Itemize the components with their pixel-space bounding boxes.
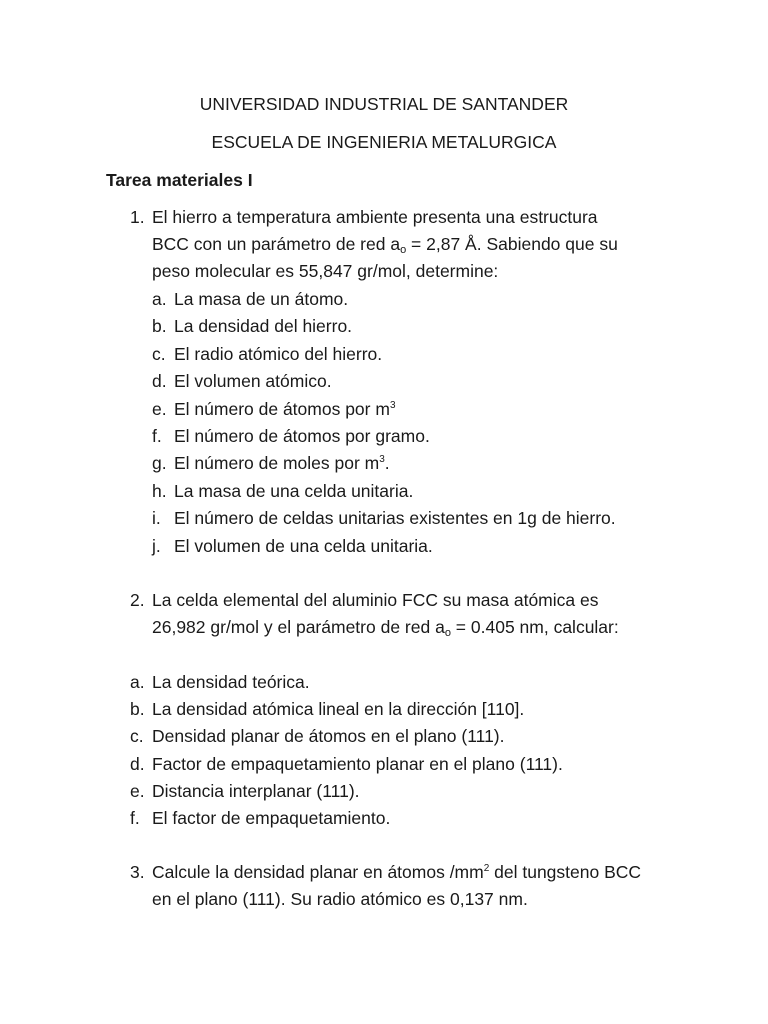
question-1-line-1: El hierro a temperatura ambiente presenta una estructura — [152, 207, 598, 227]
assignment-title: Tarea materiales I — [106, 170, 253, 190]
list-item: La densidad del hierro. — [174, 316, 353, 337]
list-item: El número de moles por $m^3$. — [174, 453, 390, 474]
question-3-number: 3. — [130, 862, 145, 882]
list-item-letter: e. — [130, 780, 145, 801]
list-item: El factor de empaquetamiento. — [152, 808, 391, 828]
list-item-letter: d. — [152, 371, 167, 392]
list-item-letter: c. — [130, 726, 144, 747]
list-item-letter: e. — [152, 398, 167, 419]
list-item-letter: h. — [152, 480, 167, 501]
question-1-line-2: BCC con un parámetro de red $a_o = 2,87$ Å. Sabiendo que su — [152, 234, 618, 256]
list-item-letter: g. — [152, 453, 167, 474]
list-item: La masa de un átomo. — [174, 289, 349, 309]
list-item: El radio atómico del hierro. — [174, 343, 383, 364]
list-item-letter: f. — [130, 808, 140, 828]
list-item: El volumen de una celda unitaria. — [174, 535, 433, 556]
list-item: El volumen atómico. — [174, 371, 332, 392]
list-item-letter: d. — [130, 753, 145, 774]
university-name: UNIVERSIDAD INDUSTRIAL DE SANTANDER — [199, 94, 569, 114]
list-item-letter: b. — [152, 316, 167, 337]
question-1-line-3: peso molecular es 55,847 gr/mol, determine: — [152, 261, 499, 281]
list-item: Distancia interplanar (111). — [152, 780, 360, 801]
question-3-line-1: Calcule la densidad planar en átomos $/mm^2$ del tungsteno BCC — [152, 862, 642, 882]
list-item: El número de átomos por gramo. — [174, 426, 430, 446]
list-item-letter: a. — [152, 289, 167, 309]
question-2-line-2: 26,982 gr/mol y el parámetro de red $a_o = 0.405$ nm, calcular: — [152, 617, 619, 639]
list-item-letter: f. — [152, 426, 162, 446]
list-item-letter: a. — [130, 672, 145, 692]
list-item: El número de celdas unitarias existentes en 1g de hierro. — [174, 508, 616, 529]
list-item-letter: b. — [130, 699, 145, 720]
question-2-number: 2. — [130, 590, 145, 610]
list-item-letter: c. — [152, 343, 166, 364]
list-item: Factor de empaquetamiento planar en el plano (111). — [152, 753, 563, 774]
list-item: El número de átomos por $m^3$ — [174, 398, 396, 419]
question-2-line-1: La celda elemental del aluminio FCC su masa atómica es — [152, 590, 599, 610]
list-item-letter: i. — [152, 508, 161, 529]
question-3-line-2: en el plano (111). Su radio atómico es 0,137 nm. — [152, 889, 528, 909]
list-item: La densidad atómica lineal en la dirección [110]. — [152, 699, 525, 720]
list-item: Densidad planar de átomos en el plano (111). — [152, 726, 505, 747]
list-item: La masa de una celda unitaria. — [174, 480, 414, 501]
list-item-letter: j. — [152, 535, 161, 556]
question-1-number: 1. — [130, 207, 145, 227]
list-item: La densidad teórica. — [152, 672, 310, 692]
school-name: ESCUELA DE INGENIERIA METALURGICA — [211, 132, 557, 152]
